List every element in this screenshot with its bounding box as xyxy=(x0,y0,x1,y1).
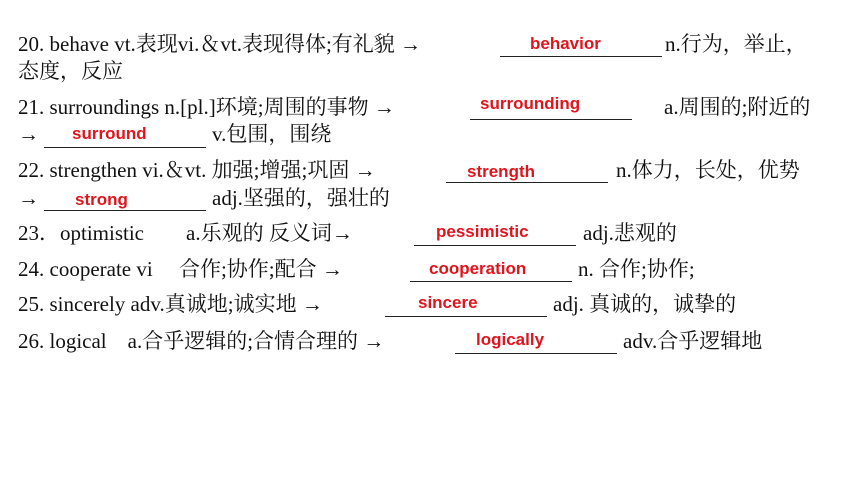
item-23-answer: pessimistic xyxy=(436,222,529,241)
item-22-cont-suffix: adj.坚强的，强壮的 xyxy=(212,186,390,210)
item-20-continuation: 态度，反应 xyxy=(18,59,123,83)
item-21-prefix: 21. surroundings n.[pl.]环境;周围的事物 → xyxy=(18,95,395,119)
item-22-cont-answer: strong xyxy=(75,190,128,209)
item-23-prefix: 23．optimistic a.乐观的 反义词→ xyxy=(18,221,353,245)
item-20-answer: behavior xyxy=(530,34,601,53)
item-21-cont-answer: surround xyxy=(72,124,147,143)
item-26-answer: logically xyxy=(476,330,545,349)
item-24-answer: cooperation xyxy=(429,259,527,278)
item-26-prefix: 26. logical a.合乎逻辑的;合情合理的 → xyxy=(18,329,385,353)
item-22-prefix: 22. strengthen vi.＆vt. 加强;增强;巩固 → xyxy=(18,158,376,182)
item-25-prefix: 25. sincerely adv.真诚地;诚实地 → xyxy=(18,292,323,316)
item-23-suffix: adj.悲观的 xyxy=(583,221,677,245)
item-22-cont-arrow: → xyxy=(18,186,39,210)
item-22-suffix: n.体力，长处，优势 xyxy=(616,158,800,182)
item-24-prefix: 24. cooperate vi 合作;协作;配合 → xyxy=(18,257,343,281)
item-25-suffix: adj. 真诚的，诚挚的 xyxy=(553,292,737,316)
item-21-answer: surrounding xyxy=(480,94,581,113)
item-21-cont-suffix: v.包围，围绕 xyxy=(212,122,332,146)
item-25-answer: sincere xyxy=(418,293,478,312)
item-24-suffix: n. 合作;协作; xyxy=(578,257,695,281)
item-20-prefix: 20. behave vt.表现vi.＆vt.表现得体;有礼貌 → xyxy=(18,32,422,56)
item-21-cont-arrow: → xyxy=(18,122,39,146)
item-21-suffix: a.周围的;附近的 xyxy=(664,95,811,119)
item-20-suffix: n.行为，举止， xyxy=(665,32,807,56)
item-26-suffix: adv.合乎逻辑地 xyxy=(623,329,763,353)
item-22-answer: strength xyxy=(467,162,535,181)
